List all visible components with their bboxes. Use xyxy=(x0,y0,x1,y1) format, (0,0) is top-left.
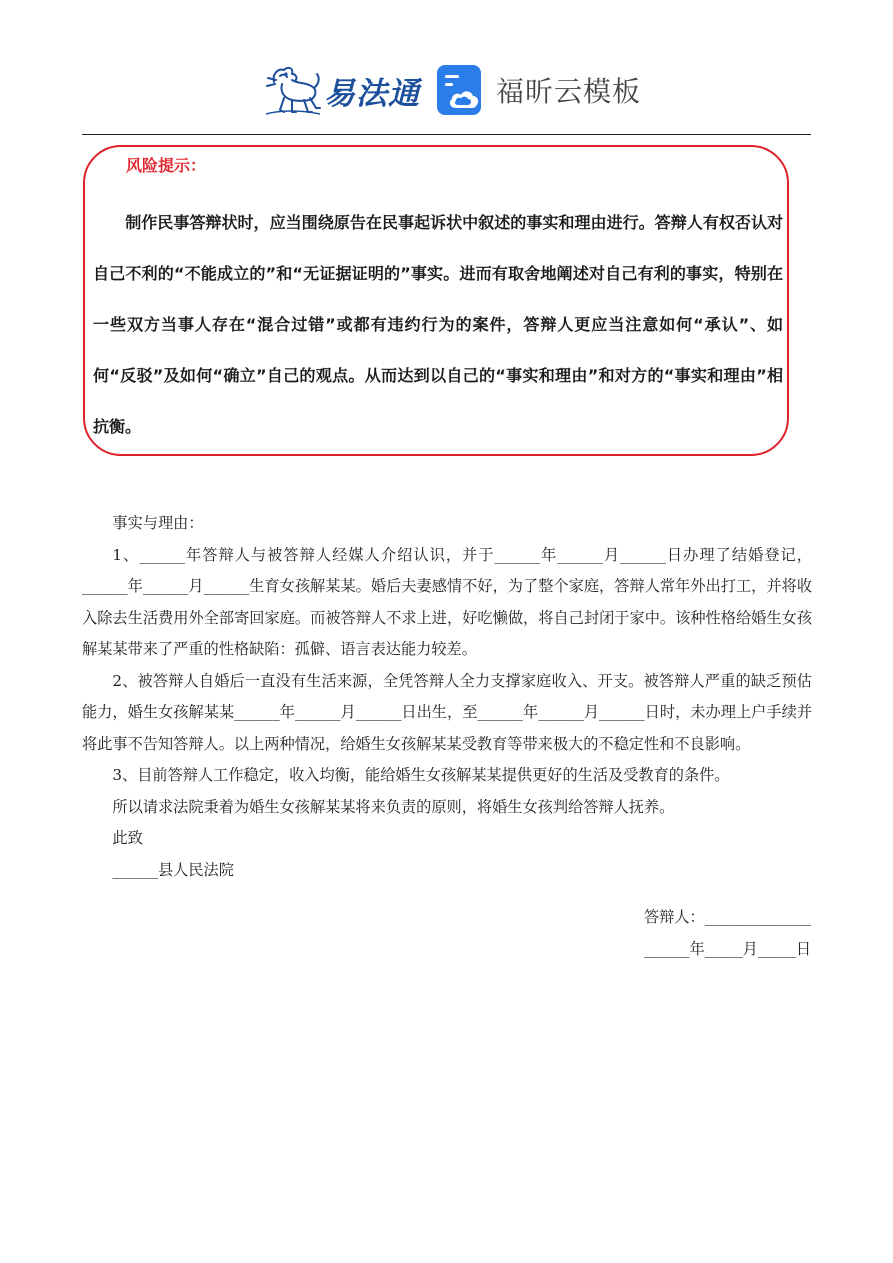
yifatong-logo xyxy=(262,62,420,118)
date-line: ______年_____月_____日 xyxy=(643,940,811,958)
risk-notice-title: 风险提示： xyxy=(126,156,207,175)
risk-notice-body: 制作民事答辩状时，应当围绕原告在民事起诉状中叙述的事实和理由进行。答辩人有权否认对自己不利的“不能成立的”和“无证据证明的”事实。进而有取舍地阐述对自己有利的事实，特别在一些双方当事人存在“混合过错”或都有违约行为的案件，答辩人更应当注意如何“承认”、如何“反驳”及如何“确立”自己的观点。从而达到以自己的“事实和理由”和对方的“事实和理由”相抗衡。 xyxy=(93,213,783,436)
qilin-mascot-icon xyxy=(262,62,322,118)
court-name: ______县人民法院 xyxy=(112,860,234,879)
risk-notice-box xyxy=(83,145,789,456)
document-body xyxy=(82,508,812,886)
signer-line: 答辩人：______________ xyxy=(643,908,811,926)
brand1-name: 易法通 xyxy=(324,75,420,112)
page-header xyxy=(0,56,893,126)
closing-salutation: 此致 xyxy=(112,829,143,847)
facts-heading: 事实与理由： xyxy=(112,514,204,532)
paragraph-1: 1、______年答辩人与被答辩人经媒人介绍认识，并于______年______月______日办理了结婚登记，______年______月______生育女孩解某某。婚后夫妻感情不好，为了整个家庭，答辩人常年外出打工，并将收入除去生活费用外全部寄回家庭。而被答辩人不求上进，好吃懒做，将自己封闭于家中。该种性格给婚生女孩解某某带来了严重的性格缺陷：孤僻、语言表达能力较差。 xyxy=(82,545,812,658)
header-divider xyxy=(82,134,811,135)
cloud-document-icon xyxy=(436,64,486,116)
paragraph-2: 2、被答辩人自婚后一直没有生活来源，全凭答辩人全力支撑家庭收入、开支。被答辩人严重的缺乏预估能力，婚生女孩解某某______年______月______日出生，至______年______月______日时，未办理上户手续并将此事不告知答辩人。以上两种情况，给婚生女孩解某某受教育等带来极大的不稳定性和不良影响。 xyxy=(82,671,812,753)
paragraph-3: 3、目前答辩人工作稳定，收入均衡，能给婚生女孩解某某提供更好的生活及受教育的条件。 xyxy=(112,766,730,784)
brand2-name: 福昕云模板 xyxy=(496,75,642,108)
fuxin-logo xyxy=(436,64,641,116)
paragraph-4: 所以请求法院秉着为婚生女孩解某某将来负责的原则，将婚生女孩判给答辩人抚养。 xyxy=(112,797,675,816)
